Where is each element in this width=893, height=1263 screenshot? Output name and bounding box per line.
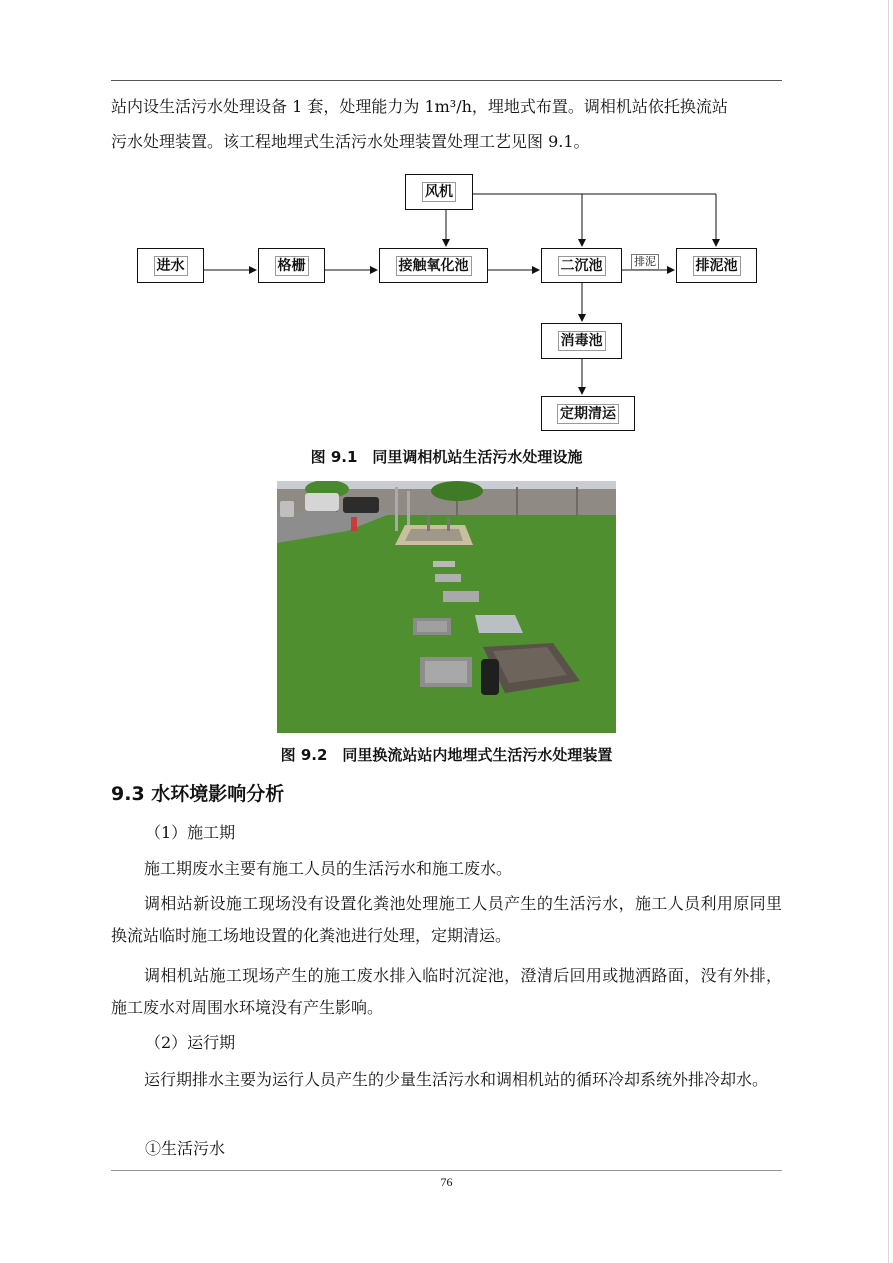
node-blower-label: 风机 [422, 182, 456, 202]
node-disinfect-label: 消毒池 [558, 331, 606, 351]
paragraph-septic-tank: 调相站新设施工现场没有设置化粪池处理施工人员产生的生活污水，施工人员利用原同里换流站临时施工场地设置的化粪池进行处理，定期清运。 [111, 894, 782, 945]
node-disinfect [541, 323, 622, 359]
paragraph-construction-wastewater: 施工期废水主要有施工人员的生活污水和施工废水。 [144, 859, 513, 878]
drain-label: 排泥 [631, 254, 659, 270]
node-grille-label: 格栅 [275, 256, 309, 276]
section-heading: 9.3 水环境影响分析 [111, 783, 285, 805]
node-contact-oxidation [379, 248, 488, 283]
sewage-unit-photo [277, 481, 616, 733]
node-sludge-label: 排泥池 [693, 256, 741, 276]
node-grille [258, 248, 325, 283]
subheading-operation-period: （2）运行期 [145, 1033, 236, 1052]
node-settling [541, 248, 622, 283]
intro-line-2: 污水处理装置。该工程地埋式生活污水处理装置处理工艺见图 9.1。 [111, 132, 590, 151]
node-inlet-label: 进水 [154, 256, 188, 276]
node-inlet [137, 248, 204, 283]
node-sludge [676, 248, 757, 283]
node-contact-label: 接触氧化池 [396, 256, 472, 276]
flowchart-connectors [0, 0, 893, 440]
node-haul-label: 定期清运 [557, 404, 619, 424]
figure-9-1-caption: 图 9.1 同里调相机站生活污水处理设施 [310, 448, 583, 466]
subheading-construction-period: （1）施工期 [145, 823, 236, 842]
paragraph-operation-drainage: 运行期排水主要为运行人员产生的少量生活污水和调相机站的循环冷却系统外排冷却水。 [144, 1070, 769, 1089]
page-number: 76 [440, 1175, 453, 1189]
node-settling-label: 二沉池 [558, 256, 606, 276]
node-haul [541, 396, 635, 431]
paragraph-sedimentation: 调相机站施工现场产生的施工废水排入临时沉淀池，澄清后回用或抛洒路面，没有外排，施工废水对周围水环境没有产生影响。 [111, 966, 782, 1017]
node-blower [405, 174, 473, 210]
footer-rule [111, 1170, 782, 1171]
subheading-domestic-sewage: ①生活污水 [145, 1139, 226, 1158]
intro-line-1: 站内设生活污水处理设备 1 套，处理能力为 1m³/h，埋地式布置。调相机站依托换流站 [111, 97, 728, 116]
figure-9-2-caption: 图 9.2 同里换流站站内地埋式生活污水处理装置 [280, 746, 613, 764]
